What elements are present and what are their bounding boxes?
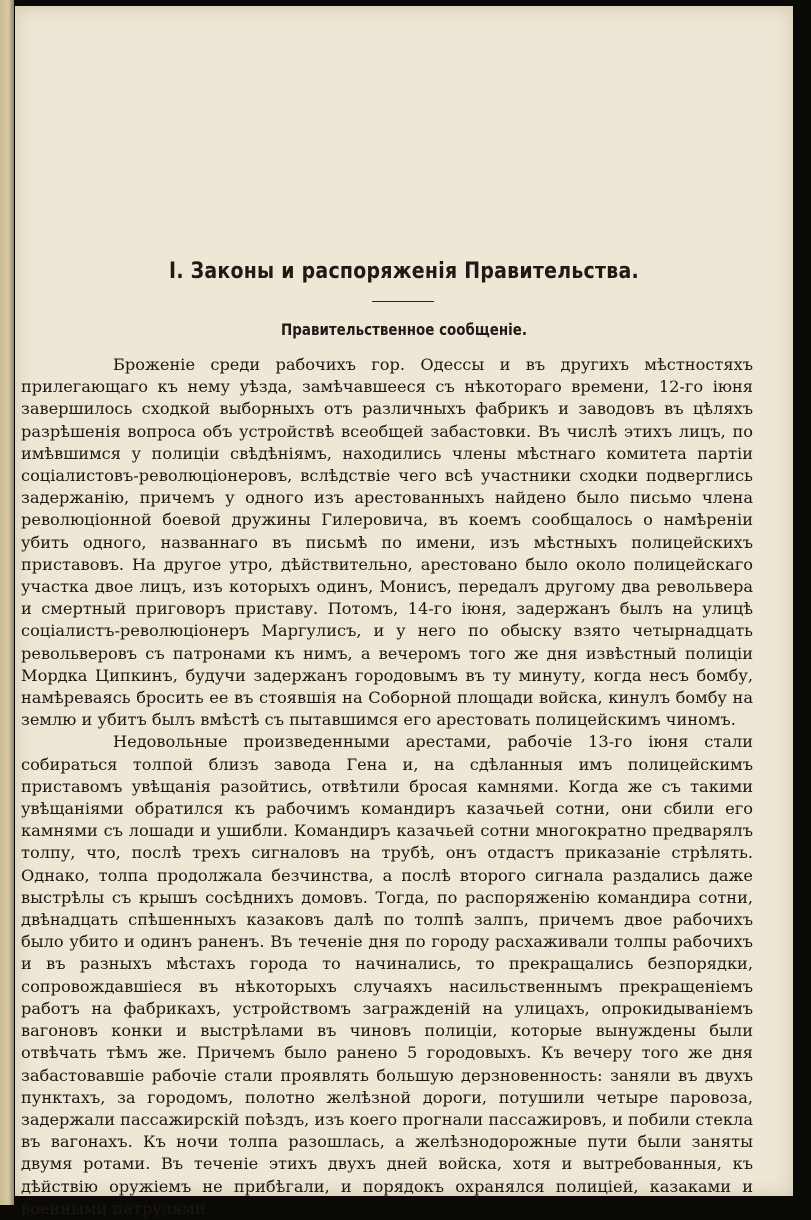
document-page: [15, 6, 793, 1218]
body-text: [21, 354, 753, 1220]
paragraph-2: Недовольные произведенными арестами, рабочіе 13-го іюня стали собираться толпой близъ завода Гена и, на сдѣланныя имъ полицейскимъ приставомъ увѣщанія разойтись, отвѣтили бросая камнями. Когда же съ такими увѣщаніями обратился къ рабочимъ командиръ казачьей сотни, они сбили его камнями съ лошади и ушибли. Командиръ казачьей сотни многократно предварялъ толпу, что, послѣ трехъ сигналовъ на трубѣ, онъ отдастъ приказаніе стрѣлять. Однако, толпа продолжала безчинства, а послѣ второго сигнала раздались даже выстрѣлы съ крышъ сосѣднихъ домовъ. Тогда, по распоряженію командира сотни, двѣнадцать спѣшенныхъ казаковъ далѣ по толпѣ залпъ, причемъ двое рабочихъ было убито и одинъ раненъ. Въ теченіе дня по городу расхаживали толпы рабочихъ и въ разныхъ мѣстахъ города то начинались, то прекращались безпорядки, сопровождавшіеся въ нѣкоторыхъ случаяхъ насильственнымъ прекращеніемъ работъ на фабрикахъ, устройствомъ загражденій на улицахъ, опрокидываніемъ вагоновъ конки и выстрѣлами въ чиновъ полиціи, которые вынуждены были отвѣчать тѣмъ же. Причемъ было ранено 5 городовыхъ. Къ вечеру того же дня забастовавшіе рабочіе стали проявлять большую дерзновенность: заняли въ двухъ пунктахъ, за городомъ, полотно желѣзной дороги, потушили четыре паровоза, задержали пассажирскій поѣздъ, изъ коего прогнали пассажировъ, и побили стекла въ вагонахъ. Къ ночи толпа разошлась, а желѣзнодорожные пути были заняты двумя ротами. Въ теченіе этихъ двухъ дней войска, хотя и вытребованныя, къ дѣйствію оружіемъ не прибѣгали, и порядокъ охранялся полиціей, казаками и военными патрулями.: [21, 732, 753, 1218]
section-subheading: Правительственное сообщеніе.: [281, 320, 527, 339]
heading-divider: [372, 301, 434, 302]
paragraph-1: Броженіе среди рабочихъ гор. Одессы и въ другихъ мѣстностяхъ прилегающаго къ нему уѣзда, замѣчавшееся съ нѣкотораго времени, 12-го іюня завершилось сходкой выборныхъ отъ различныхъ фабрикъ и заводовъ въ цѣляхъ разрѣшенія вопроса объ устройствѣ всеобщей забастовки. Въ числѣ этихъ лицъ, по имѣвшимся у полиціи свѣдѣніямъ, находились члены мѣстнаго комитета партіи соціалистовъ-революціонеровъ, вслѣдствіе чего всѣ участники сходки подверглись задержанію, причемъ у одного изъ арестованныхъ найдено было письмо члена революціонной боевой дружины Гилеровича, въ коемъ сообщалось о намѣреніи убить одного, названнаго въ письмѣ по имени, изъ мѣстныхъ полицейскихъ приставовъ. На другое утро, дѣйствительно, арестовано было около полицейскаго участка двое лицъ, изъ которыхъ одинъ, Монисъ, передалъ другому два револьвера и смертный приговоръ приставу. Потомъ, 14-го іюня, задержанъ былъ на улицѣ соціалистъ-революціонеръ Маргулисъ, и у него по обыску взято четырнадцать револьверовъ съ патронами къ нимъ, а вечеромъ того же дня извѣстный полиціи Мордка Ципкинъ, будучи задержанъ городовымъ въ ту минуту, когда несъ бомбу, намѣреваясь бросить ее въ стоявшія на Соборной площади войска, кинулъ бомбу на землю и убитъ былъ вмѣстѣ съ пытавшимся его арестовать полицейскимъ чиномъ.: [21, 355, 753, 730]
book-spine-edge: [0, 0, 14, 1205]
section-heading: I. Законы и распоряженія Правительства.: [169, 259, 639, 284]
